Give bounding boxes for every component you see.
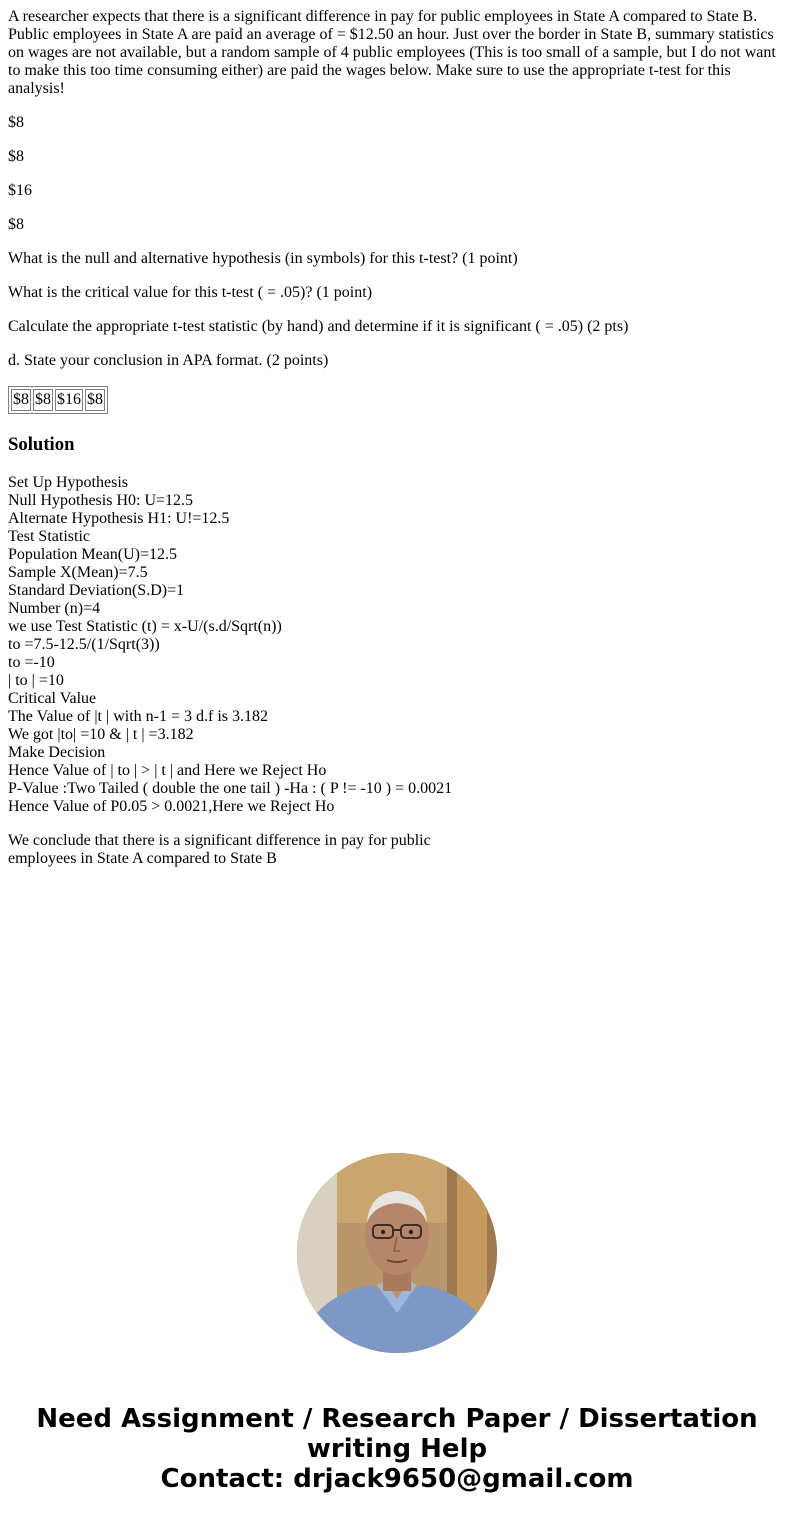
- question-intro: A researcher expects that there is a significant difference in pay for public employees in State A compared to State B. Public employees in State A are paid an average of = $12.50 an hour. Just over the border in State B, summary statistics on wages are not available, but a random sample of 4 public employees (This is too small of a sample, but I do not want to make this too time consuming either) are paid the wages below. Make sure to use the appropriate t-test for this analysis!: [8, 8, 776, 97]
- solution-line: Set Up Hypothesis: [8, 474, 128, 491]
- question-part-c: Calculate the appropriate t-test statistic (by hand) and determine if it is significant ( = .05) (2 pts): [8, 318, 629, 335]
- promo-banner: [0, 1404, 794, 1494]
- wage-value-4: $8: [8, 216, 24, 233]
- wage-table-row: [11, 389, 105, 411]
- solution-line: to =-10: [8, 654, 55, 671]
- wage-table-cell: $8: [11, 389, 31, 411]
- wage-value-1: $8: [8, 114, 24, 131]
- solution-line: Critical Value: [8, 690, 97, 707]
- solution-line: to =7.5-12.5/(1/Sqrt(3)): [8, 636, 160, 653]
- solution-line: Population Mean(U)=12.5: [8, 546, 177, 563]
- question-part-b: What is the critical value for this t-test ( = .05)? (1 point): [8, 284, 373, 301]
- solution-line: Null Hypothesis H0: U=12.5: [8, 492, 194, 509]
- solution-line: we use Test Statistic (t) = x-U/(s.d/Sqrt(n)): [8, 618, 282, 635]
- promo-contact: Contact: drjack9650@gmail.com: [160, 1464, 634, 1494]
- solution-line: Standard Deviation(S.D)=1: [8, 582, 185, 599]
- wage-value-2: $8: [8, 148, 24, 165]
- solution-line: P-Value :Two Tailed ( double the one tail ) -Ha : ( P != -10 ) = 0.0021: [8, 780, 453, 797]
- wage-table-cell: $16: [55, 389, 83, 411]
- question-part-d: d. State your conclusion in APA format. (2 points): [8, 352, 329, 369]
- solution-line: Hence Value of | to | > | t | and Here we Reject Ho: [8, 762, 327, 779]
- wage-table-cell: $8: [33, 389, 53, 411]
- solution-line: Alternate Hypothesis H1: U!=12.5: [8, 510, 230, 527]
- document-body: [8, 8, 784, 868]
- solution-heading: Solution: [8, 434, 75, 455]
- wage-value-3: $16: [8, 182, 32, 199]
- solution-line: Hence Value of P0.05 > 0.0021,Here we Reject Ho: [8, 798, 335, 815]
- solution-steps: [8, 474, 784, 816]
- solution-line: | to | =10: [8, 672, 64, 689]
- author-avatar: [297, 1153, 497, 1353]
- solution-line: Make Decision: [8, 744, 106, 761]
- promo-line: Need Assignment / Research Paper / Dissertation: [36, 1404, 758, 1434]
- solution-line: The Value of |t | with n-1 = 3 d.f is 3.182: [8, 708, 268, 725]
- wage-table: [8, 386, 108, 414]
- solution-line: Sample X(Mean)=7.5: [8, 564, 148, 581]
- solution-line: Test Statistic: [8, 528, 90, 545]
- question-part-a: What is the null and alternative hypothesis (in symbols) for this t-test? (1 point): [8, 250, 518, 267]
- author-portrait-icon: [297, 1153, 497, 1353]
- wage-table-cell: $8: [85, 389, 105, 411]
- solution-line: Number (n)=4: [8, 600, 101, 617]
- promo-line: writing Help: [306, 1434, 488, 1464]
- solution-conclusion: We conclude that there is a significant difference in pay for public employees in State A compared to State B: [8, 832, 431, 867]
- solution-line: We got |to| =10 & | t | =3.182: [8, 726, 194, 743]
